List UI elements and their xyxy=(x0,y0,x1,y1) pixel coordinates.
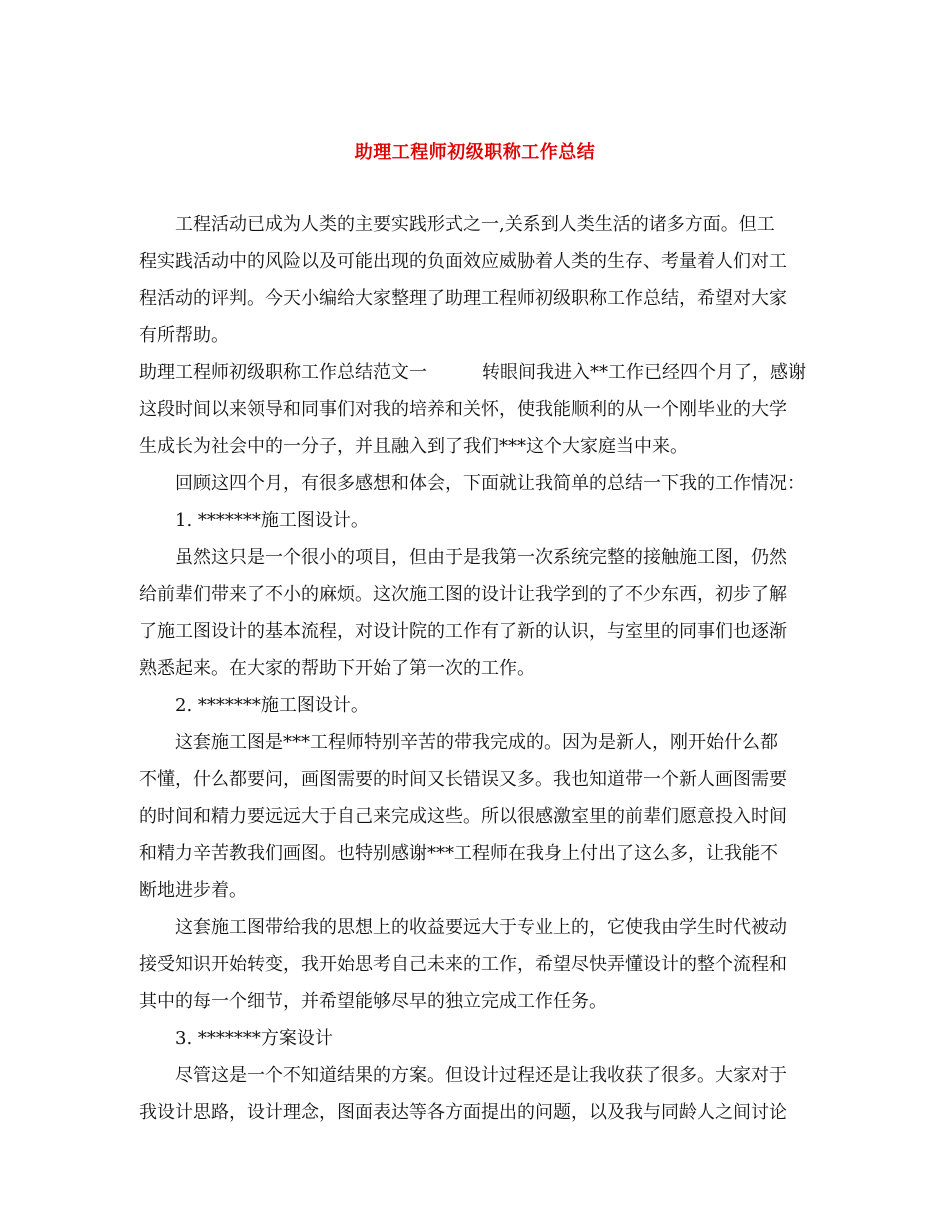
text-line-content: 我设计思路，设计理念，图面表达等各方面提出的问题，以及我与同龄人之间讨论 xyxy=(139,1102,787,1123)
text-line xyxy=(139,613,829,650)
text-line-content: 了施工图设计的基本流程，对设计院的工作有了新的认识，与室里的同事们也逐渐 xyxy=(139,621,787,642)
text-line-content: 的时间和精力要远远大于自己来完成这些。所以很感激室里的前辈们愿意投入时间 xyxy=(139,806,787,827)
text-line-content: 生成长为社会中的一分子，并且融入到了我们***这个大家庭当中来。 xyxy=(139,436,688,457)
text-line xyxy=(139,354,829,391)
text-line-content: 这套施工图是***工程师特别辛苦的带我完成的。因为是新人，刚开始什么都 xyxy=(175,732,778,753)
text-line xyxy=(139,317,829,354)
text-line-content: 转眼间我进入**工作已经四个月了，感谢 xyxy=(482,362,806,383)
text-line-content: 回顾这四个月，有很多感想和体会，下面就让我简单的总结一下我的工作情况： xyxy=(175,473,805,494)
text-line-content: 3. *******方案设计 xyxy=(175,1028,333,1049)
text-line xyxy=(139,206,829,243)
text-line-content: 工程活动已成为人类的主要实践形式之一,关系到人类生活的诸多方面。但工 xyxy=(175,214,775,235)
text-line-content: 助理工程师初级职称工作总结范文一 xyxy=(139,362,427,383)
text-line xyxy=(139,724,829,761)
text-line-content: 有所帮助。 xyxy=(139,325,229,346)
text-line xyxy=(139,243,829,280)
text-line xyxy=(139,280,829,317)
text-line-content: 和精力辛苦教我们画图。也特别感谢***工程师在我身上付出了这么多，让我能不 xyxy=(139,843,778,864)
text-line xyxy=(139,872,829,909)
text-line xyxy=(139,1094,829,1131)
text-line xyxy=(139,798,829,835)
text-line-content: 程实践活动中的风险以及可能出现的负面效应威胁着人类的生存、考量着人们对工 xyxy=(139,251,787,272)
text-line xyxy=(139,428,829,465)
text-line-content: 程活动的评判。今天小编给大家整理了助理工程师初级职称工作总结，希望对大家 xyxy=(139,288,787,309)
document-body xyxy=(139,206,829,1131)
text-line-content: 其中的每一个细节，并希望能够尽早的独立完成工作任务。 xyxy=(139,991,607,1012)
text-line xyxy=(139,835,829,872)
text-line-content: 虽然这只是一个很小的项目，但由于是我第一次系统完整的接触施工图，仍然 xyxy=(175,547,787,568)
text-line xyxy=(139,983,829,1020)
text-line-content: 2. *******施工图设计。 xyxy=(175,695,369,716)
text-line-content: 给前辈们带来了不小的麻烦。这次施工图的设计让我学到的了不少东西，初步了解 xyxy=(139,584,787,605)
document-title: 助理工程师初级职称工作总结 xyxy=(354,142,596,163)
text-line-content: 不懂，什么都要问，画图需要的时间又长错误又多。我也知道带一个新人画图需要 xyxy=(139,769,787,790)
text-line xyxy=(139,761,829,798)
text-line xyxy=(139,465,829,502)
text-line-content: 断地进步着。 xyxy=(139,880,247,901)
text-line xyxy=(139,502,829,539)
text-line-content: 这套施工图带给我的思想上的收益要远大于专业上的，它使我由学生时代被动 xyxy=(175,917,787,938)
text-line xyxy=(139,1057,829,1094)
text-line xyxy=(139,650,829,687)
text-line-content: 这段时间以来领导和同事们对我的培养和关怀，使我能顺利的从一个刚毕业的大学 xyxy=(139,399,787,420)
text-line xyxy=(139,909,829,946)
text-line xyxy=(139,539,829,576)
text-line xyxy=(139,576,829,613)
text-line xyxy=(139,946,829,983)
text-line-content: 熟悉起来。在大家的帮助下开始了第一次的工作。 xyxy=(139,658,535,679)
text-line-content: 1. *******施工图设计。 xyxy=(175,510,369,531)
text-line-content: 尽管这是一个不知道结果的方案。但设计过程还是让我收获了很多。大家对于 xyxy=(175,1065,787,1086)
text-line xyxy=(139,687,829,724)
text-line-content: 接受知识开始转变，我开始思考自己未来的工作，希望尽快弄懂设计的整个流程和 xyxy=(139,954,787,975)
text-line xyxy=(139,391,829,428)
text-line xyxy=(139,1020,829,1057)
